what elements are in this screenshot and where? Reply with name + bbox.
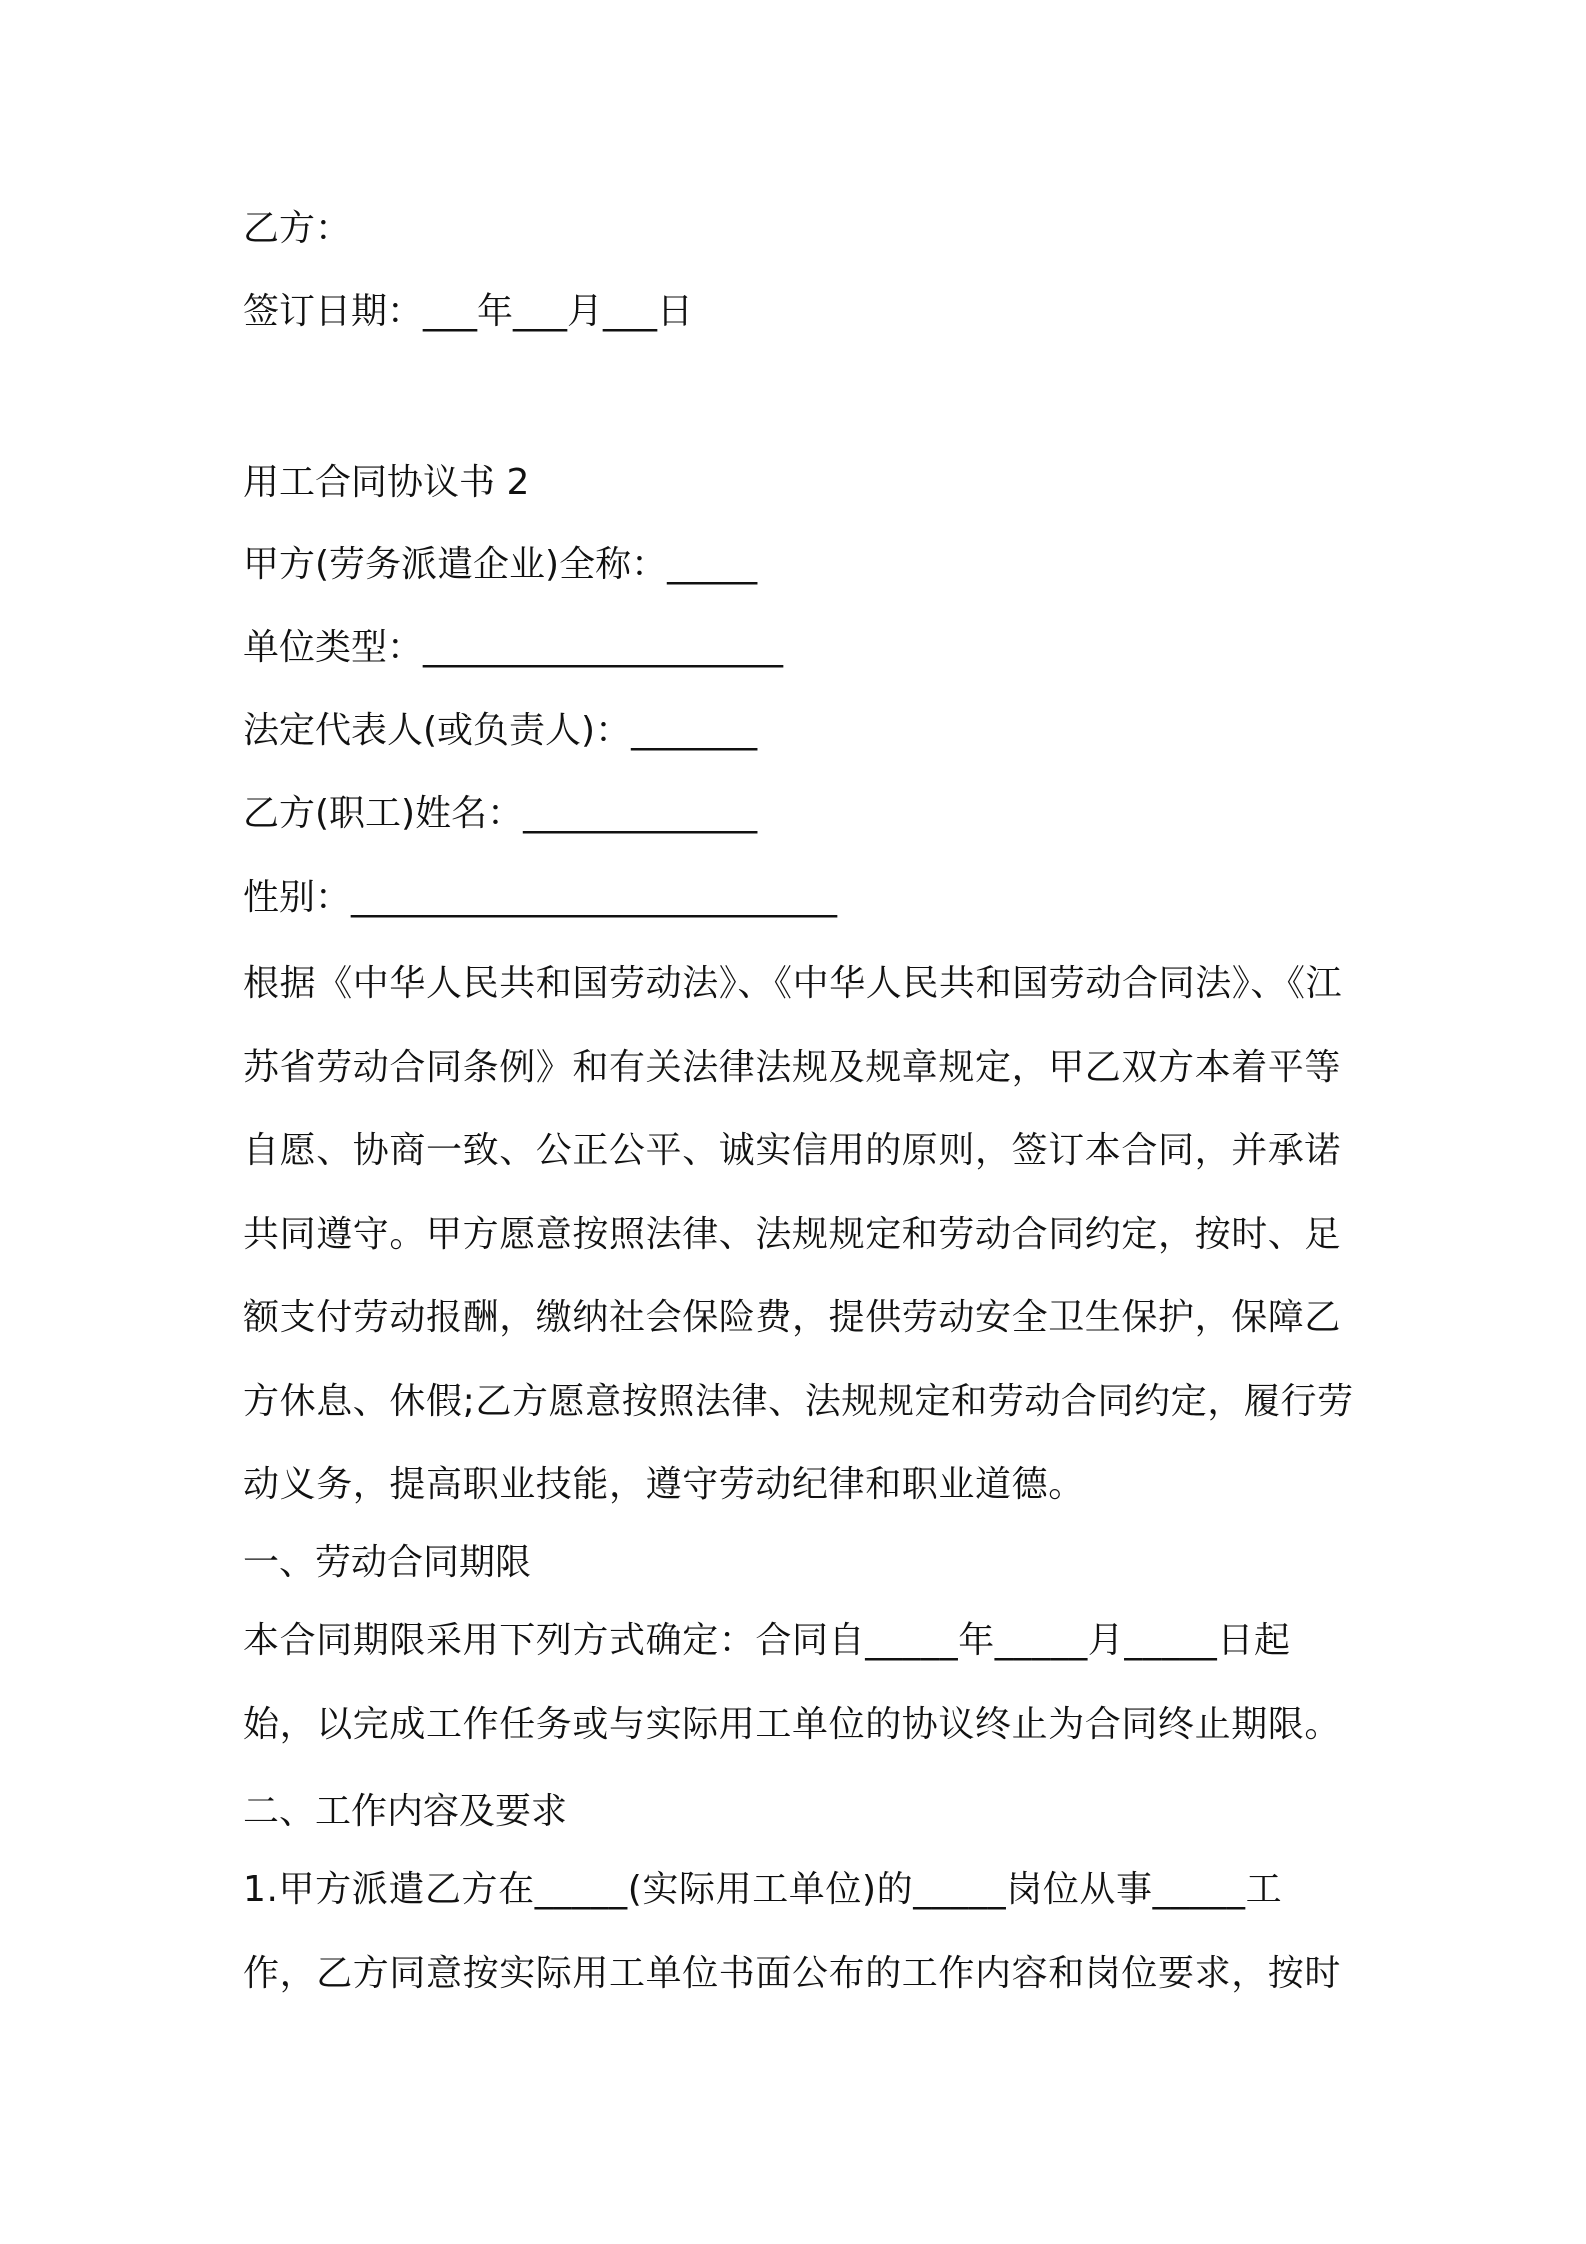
legal-rep-field: 法定代表人(或负责人)：_______ [243, 710, 758, 751]
unit-type-field: 单位类型：____________________ [243, 627, 784, 668]
section2-item1: 1.甲方派遣乙方在_____(实际用工单位)的_____岗位从事_____工作，乙方同意按实际用工单位书面公布的工作内容和岗位要求，按时 [243, 1869, 1342, 1994]
party-a-name-field: 甲方(劳务派遣企业)全称：_____ [243, 544, 758, 585]
preamble-paragraph: 根据《中华人民共和国劳动法》、《中华人民共和国劳动合同法》、《江苏省劳动合同条例》和有关法律法规及规章规定，甲乙双方本着平等自愿、协商一致、公正公平、诚实信用的原则，签订本合同，并承诺共同遵守。甲方愿意按照法律、法规规定和劳动合同约定，按时、足额支付劳动报酬，缴纳社会保险费，提供劳动安全卫生保护，保障乙方休息、休假;乙方愿意按照法律、法规规定和劳动合同约定，履行劳动义务，提高职业技能，遵守劳动纪律和职业道德。 [243, 963, 1354, 1505]
gender-field: 性别：___________________________ [243, 877, 838, 918]
section1-body: 本合同期限采用下列方式确定：合同自_____年_____月_____日起始，以完成工作任务或与实际用工单位的协议终止为合同终止期限。 [243, 1620, 1342, 1745]
section1-heading: 一、劳动合同期限 [243, 1542, 532, 1583]
party-b-name-field: 乙方(职工)姓名：_____________ [243, 793, 758, 834]
contract-title: 用工合同协议书 2 [243, 462, 530, 503]
section2-heading: 二、工作内容及要求 [243, 1791, 568, 1832]
party-b-label: 乙方： [243, 208, 352, 249]
sign-date: 签订日期：___年___月___日 [243, 291, 694, 332]
